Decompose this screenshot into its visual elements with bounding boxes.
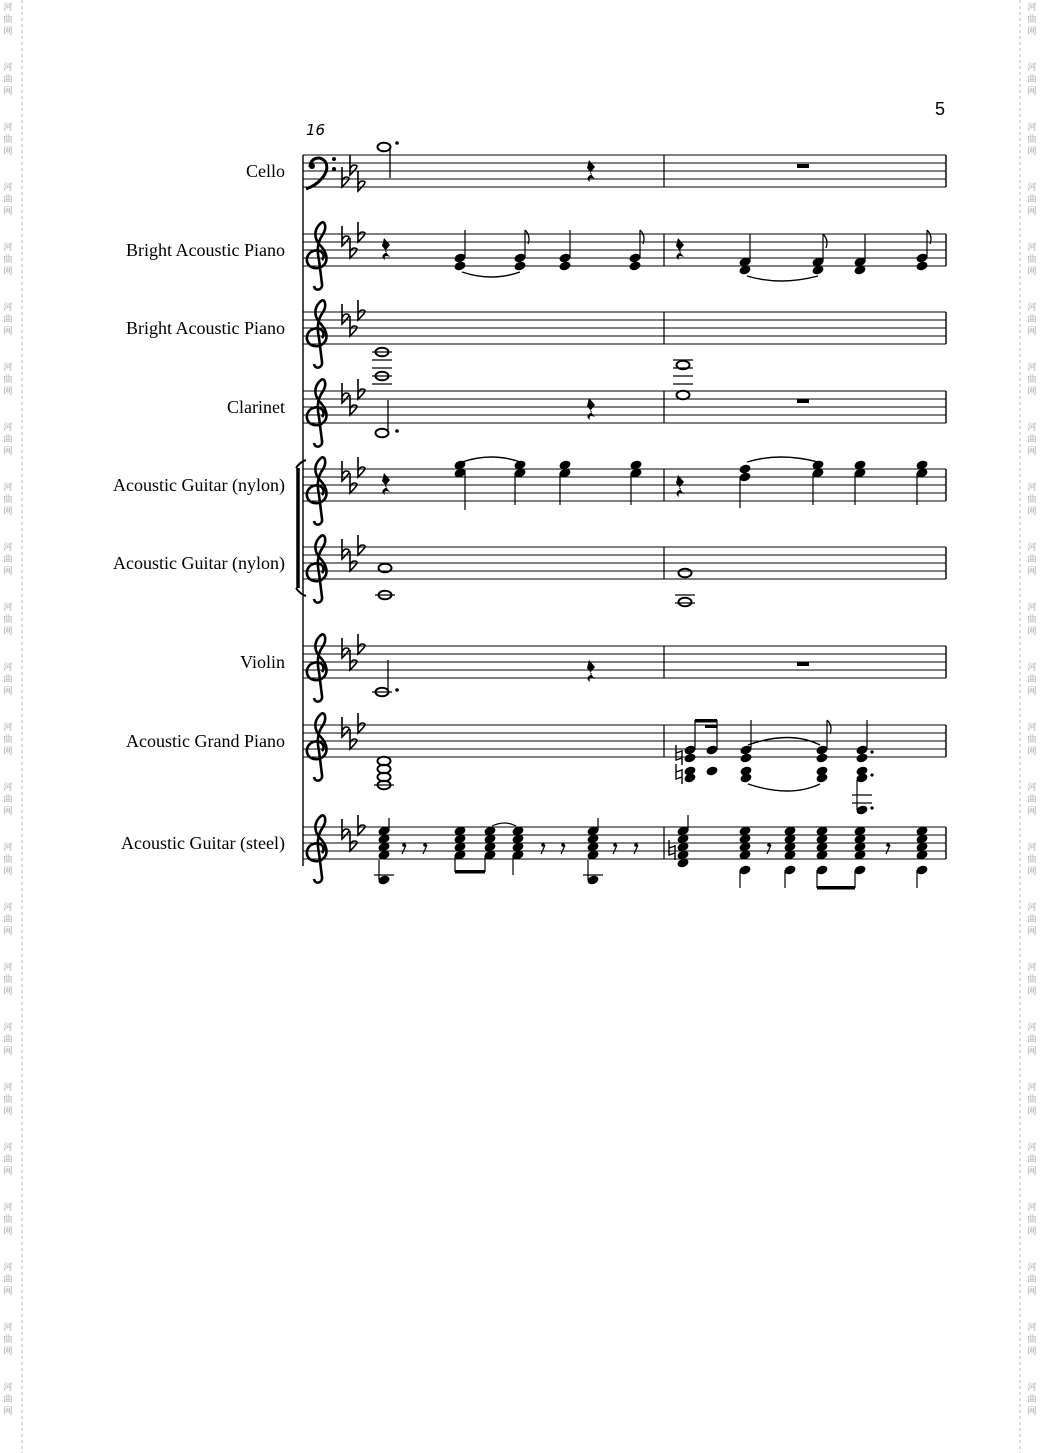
watermark-glyph: 网 — [3, 267, 13, 277]
flat-icon — [358, 379, 365, 399]
watermark-glyph: 河 — [3, 1383, 13, 1393]
treble-clef-icon — [307, 713, 327, 780]
watermark-glyph: 曲 — [1027, 555, 1037, 565]
watermark-glyph: 河 — [3, 1143, 13, 1153]
watermark-glyph: 曲 — [1027, 135, 1037, 145]
watermark-glyph: 河 — [1027, 363, 1037, 373]
instrument-label: Acoustic Guitar (nylon) — [113, 475, 285, 495]
watermark-glyph: 曲 — [3, 1095, 13, 1105]
flat-icon — [342, 717, 349, 737]
flat-icon — [350, 395, 357, 415]
watermark-glyph: 河 — [3, 123, 13, 133]
watermark-glyph: 河 — [3, 3, 13, 13]
watermark-glyph: 曲 — [3, 795, 13, 805]
watermark-glyph: 曲 — [1027, 1035, 1037, 1045]
page-number: 5 — [935, 99, 946, 119]
treble-clef-icon — [307, 535, 327, 602]
watermark-glyph: 网 — [3, 387, 13, 397]
watermark-glyph: 曲 — [1027, 375, 1037, 385]
measure-number: 16 — [306, 121, 326, 139]
watermark-glyph: 河 — [3, 1203, 13, 1213]
watermark-glyph: 河 — [3, 723, 13, 733]
watermark-glyph: 网 — [3, 1167, 13, 1177]
watermark-glyph: 网 — [3, 447, 13, 457]
instrument-label: Violin — [240, 652, 285, 672]
watermark-glyph: 河 — [1027, 243, 1037, 253]
watermark-glyph: 曲 — [1027, 915, 1037, 925]
watermark-glyph: 河 — [1027, 843, 1037, 853]
watermark-glyph: 曲 — [1027, 855, 1037, 865]
flat-icon — [350, 316, 357, 336]
watermark-glyph: 曲 — [3, 555, 13, 565]
watermark-glyph: 曲 — [3, 735, 13, 745]
watermark-glyph: 网 — [1027, 807, 1037, 817]
watermark-glyph: 河 — [1027, 63, 1037, 73]
watermark-glyph: 河 — [1027, 603, 1037, 613]
watermark-glyph: 曲 — [3, 615, 13, 625]
watermark-glyph: 网 — [3, 87, 13, 97]
watermark-glyph: 河 — [1027, 123, 1037, 133]
watermark-glyph: 网 — [1027, 1407, 1037, 1417]
watermark-glyph: 曲 — [1027, 15, 1037, 25]
watermark-glyph: 曲 — [3, 855, 13, 865]
watermark-glyph: 曲 — [1027, 435, 1037, 445]
watermark-glyph: 河 — [3, 1323, 13, 1333]
watermark-glyph: 河 — [1027, 963, 1037, 973]
watermark-glyph: 网 — [1027, 267, 1037, 277]
watermark-glyph: 网 — [3, 807, 13, 817]
watermark-glyph: 网 — [3, 567, 13, 577]
nylon-guitar-2-notes — [375, 564, 695, 607]
watermark-glyph: 网 — [1027, 27, 1037, 37]
watermark-glyph: 网 — [3, 1407, 13, 1417]
watermark-glyph: 曲 — [1027, 1335, 1037, 1345]
watermark-glyph: 曲 — [3, 195, 13, 205]
watermark-glyph: 河 — [1027, 1263, 1037, 1273]
instrument-label: Cello — [246, 161, 285, 181]
nylon-guitar-1-notes — [382, 457, 929, 510]
watermark-glyph: 网 — [1027, 927, 1037, 937]
flat-icon — [342, 461, 349, 481]
flat-icon — [358, 634, 365, 654]
watermark-glyph: 网 — [1027, 1047, 1037, 1057]
flat-icon — [350, 831, 357, 851]
watermark-glyph: 曲 — [3, 75, 13, 85]
watermark-glyph: 河 — [1027, 303, 1037, 313]
watermark-glyph: 河 — [3, 963, 13, 973]
watermark-glyph: 曲 — [1027, 1155, 1037, 1165]
steel-guitar-notes — [374, 815, 929, 890]
watermark-glyph: 网 — [1027, 447, 1037, 457]
instrument-label: Clarinet — [227, 397, 285, 417]
watermark-glyph: 网 — [1027, 1227, 1037, 1237]
watermark-glyph: 河 — [3, 543, 13, 553]
instrument-label: Bright Acoustic Piano — [126, 240, 285, 260]
watermark-glyph: 河 — [3, 1263, 13, 1273]
flat-icon — [350, 551, 357, 571]
watermark-glyph: 网 — [1027, 747, 1037, 757]
watermark-glyph: 曲 — [3, 1035, 13, 1045]
watermark-glyph: 网 — [1027, 987, 1037, 997]
watermark-glyph: 曲 — [3, 315, 13, 325]
watermark-glyph: 河 — [1027, 3, 1037, 13]
watermark-glyph: 网 — [1027, 87, 1037, 97]
watermark-glyph: 网 — [3, 1107, 13, 1117]
watermark-glyph: 网 — [3, 987, 13, 997]
flat-icon — [342, 539, 349, 559]
flat-icon — [350, 650, 357, 670]
watermark-glyph: 河 — [1027, 723, 1037, 733]
watermark-glyph: 网 — [1027, 867, 1037, 877]
treble-clef-icon — [307, 815, 327, 882]
watermark-glyph: 网 — [1027, 1347, 1037, 1357]
watermark-glyph: 河 — [1027, 1203, 1037, 1213]
watermark-glyph: 曲 — [3, 15, 13, 25]
flat-icon — [358, 713, 365, 733]
watermark-glyph: 网 — [1027, 1287, 1037, 1297]
flat-icon — [350, 155, 357, 175]
flat-icon — [358, 300, 365, 320]
bright-piano-1-notes — [382, 230, 931, 281]
watermark-glyph: 河 — [1027, 183, 1037, 193]
watermark-glyph: 河 — [1027, 663, 1037, 673]
watermark-glyph: 曲 — [3, 915, 13, 925]
flat-icon — [358, 535, 365, 555]
flat-icon — [358, 815, 365, 835]
watermark-glyph: 曲 — [1027, 1215, 1037, 1225]
watermark-glyph: 曲 — [3, 435, 13, 445]
flat-icon — [342, 304, 349, 324]
watermark-glyph: 网 — [1027, 1107, 1037, 1117]
flat-icon — [350, 729, 357, 749]
flat-icon — [350, 473, 357, 493]
watermark-glyph: 网 — [3, 1347, 13, 1357]
watermark-glyph: 河 — [1027, 483, 1037, 493]
watermark-glyph: 河 — [1027, 903, 1037, 913]
instrument-label: Acoustic Grand Piano — [126, 731, 285, 751]
watermark-glyph: 曲 — [3, 1335, 13, 1345]
watermark-glyph: 网 — [3, 27, 13, 37]
instrument-label: Acoustic Guitar (nylon) — [113, 553, 285, 573]
staff-bright-piano-2 — [126, 300, 946, 368]
watermark-glyph: 河 — [1027, 423, 1037, 433]
watermark-glyph: 网 — [1027, 627, 1037, 637]
watermark-glyph: 曲 — [1027, 1395, 1037, 1405]
treble-clef-icon — [307, 379, 327, 446]
watermark-glyph: 网 — [3, 747, 13, 757]
watermark-glyph: 曲 — [3, 135, 13, 145]
watermark-glyph: 河 — [1027, 1323, 1037, 1333]
treble-clef-icon — [307, 457, 327, 524]
flat-icon — [342, 819, 349, 839]
watermark-glyph: 曲 — [1027, 255, 1037, 265]
watermark-glyph: 网 — [1027, 507, 1037, 517]
watermark-glyph: 曲 — [1027, 1095, 1037, 1105]
watermark-glyph: 河 — [3, 903, 13, 913]
treble-clef-icon — [307, 634, 327, 701]
grand-piano-notes — [374, 719, 874, 816]
cello-notes — [378, 141, 810, 182]
watermark-glyph: 网 — [1027, 327, 1037, 337]
watermark-glyph: 河 — [1027, 543, 1037, 553]
watermark-glyph: 曲 — [3, 975, 13, 985]
watermark-glyph: 河 — [3, 663, 13, 673]
watermark-glyph: 网 — [1027, 387, 1037, 397]
watermark-glyph: 曲 — [1027, 315, 1037, 325]
watermark-glyph: 网 — [1027, 687, 1037, 697]
flat-icon — [342, 638, 349, 658]
watermark-glyph: 网 — [1027, 1167, 1037, 1177]
watermark-glyph: 河 — [3, 183, 13, 193]
watermark-glyph: 河 — [3, 243, 13, 253]
watermark-glyph: 曲 — [3, 675, 13, 685]
watermark-glyph: 曲 — [1027, 735, 1037, 745]
watermark-glyph: 网 — [3, 207, 13, 217]
watermark-glyph: 曲 — [3, 1155, 13, 1165]
watermark-glyph: 河 — [3, 423, 13, 433]
watermark-glyph: 曲 — [3, 1275, 13, 1285]
watermark-glyph: 河 — [3, 483, 13, 493]
flat-icon — [358, 222, 365, 242]
flat-icon — [358, 171, 365, 191]
watermark-right — [1027, 2, 1036, 1417]
flat-icon — [358, 457, 365, 477]
watermark-glyph: 网 — [3, 1287, 13, 1297]
bass-clef-icon — [306, 157, 336, 189]
watermark-glyph: 曲 — [1027, 1275, 1037, 1285]
watermark-glyph: 网 — [1027, 567, 1037, 577]
watermark-glyph: 曲 — [3, 375, 13, 385]
watermark-glyph: 河 — [3, 843, 13, 853]
flat-icon — [342, 226, 349, 246]
watermark-glyph: 曲 — [3, 1395, 13, 1405]
instrument-label: Bright Acoustic Piano — [126, 318, 285, 338]
watermark-glyph: 河 — [3, 363, 13, 373]
watermark-glyph: 网 — [3, 507, 13, 517]
treble-clef-icon — [307, 222, 327, 289]
watermark-glyph: 曲 — [1027, 795, 1037, 805]
watermark-left — [3, 2, 12, 1417]
watermark-glyph: 网 — [3, 867, 13, 877]
watermark-glyph: 河 — [1027, 1383, 1037, 1393]
watermark-glyph: 河 — [3, 783, 13, 793]
staff-clarinet — [227, 379, 946, 447]
watermark-glyph: 河 — [1027, 1083, 1037, 1093]
staff-cello — [246, 155, 946, 191]
watermark-glyph: 网 — [3, 687, 13, 697]
watermark-glyph: 河 — [3, 603, 13, 613]
watermark-glyph: 河 — [1027, 1143, 1037, 1153]
watermark-glyph: 网 — [3, 1047, 13, 1057]
clarinet-notes — [372, 348, 809, 438]
watermark-glyph: 曲 — [3, 255, 13, 265]
flat-icon — [350, 238, 357, 258]
watermark-glyph: 河 — [1027, 1023, 1037, 1033]
watermark-glyph: 曲 — [1027, 675, 1037, 685]
watermark-glyph: 河 — [1027, 783, 1037, 793]
watermark-glyph: 网 — [1027, 207, 1037, 217]
staff-nylon-guitar-2 — [113, 535, 946, 603]
watermark-glyph: 网 — [3, 927, 13, 937]
watermark-glyph: 河 — [3, 303, 13, 313]
watermark-glyph: 河 — [3, 63, 13, 73]
watermark-glyph: 网 — [3, 327, 13, 337]
watermark-glyph: 曲 — [1027, 75, 1037, 85]
watermark-glyph: 曲 — [1027, 975, 1037, 985]
flat-icon — [342, 167, 349, 187]
watermark-glyph: 网 — [3, 147, 13, 157]
watermark-glyph: 曲 — [3, 1215, 13, 1225]
flat-icon — [342, 383, 349, 403]
guitar-bracket — [296, 460, 306, 596]
watermark-glyph: 曲 — [1027, 495, 1037, 505]
watermark-glyph: 网 — [3, 627, 13, 637]
watermark-glyph: 河 — [3, 1083, 13, 1093]
watermark-glyph: 曲 — [1027, 615, 1037, 625]
watermark-glyph: 河 — [3, 1023, 13, 1033]
watermark-glyph: 曲 — [1027, 195, 1037, 205]
watermark-glyph: 网 — [1027, 147, 1037, 157]
instrument-label: Acoustic Guitar (steel) — [121, 833, 285, 853]
treble-clef-icon — [307, 300, 327, 367]
watermark-glyph: 网 — [3, 1227, 13, 1237]
watermark-glyph: 曲 — [3, 495, 13, 505]
